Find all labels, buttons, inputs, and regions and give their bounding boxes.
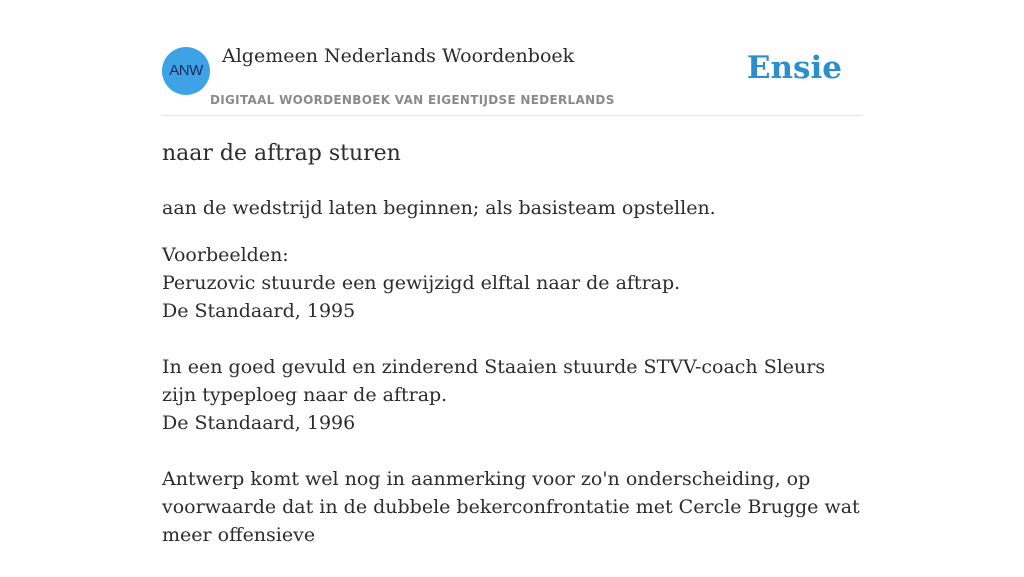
entry-title: naar de aftrap sturen (162, 141, 401, 166)
example-text: Antwerp komt wel nog in aanmerking voor zo'n onderscheiding, op voorwaarde dat in de dubbele bekerconfrontatie met Cercle Brugge wat meer offensieve (162, 468, 860, 546)
examples-label: Voorbeelden: (162, 244, 289, 266)
entry-definition: aan de wedstrijd laten beginnen; als basisteam opstellen. (162, 197, 716, 219)
examples-section (162, 241, 862, 549)
dictionary-title[interactable]: Algemeen Nederlands Woordenboek (222, 45, 575, 67)
example-item (162, 269, 862, 325)
site-header (162, 0, 862, 116)
example-item (162, 465, 862, 549)
example-text: Peruzovic stuurde een gewijzigd elftal naar de aftrap. (162, 272, 681, 294)
example-item (162, 353, 862, 437)
example-source: De Standaard, 1996 (162, 412, 356, 434)
entry-content (162, 138, 862, 577)
example-text: In een goed gevuld en zinderend Staaien stuurde STVV-coach Sleurs zijn typeploeg naar de aftrap. (162, 356, 826, 406)
anw-logo[interactable]: ANW (162, 47, 210, 95)
ensie-brand-logo[interactable]: Ensie (746, 50, 842, 86)
example-source: De Standaard, 1995 (162, 300, 356, 322)
dictionary-subtitle: DIGITAAL WOORDENBOEK VAN EIGENTIJDSE NEDERLANDS (210, 93, 615, 107)
